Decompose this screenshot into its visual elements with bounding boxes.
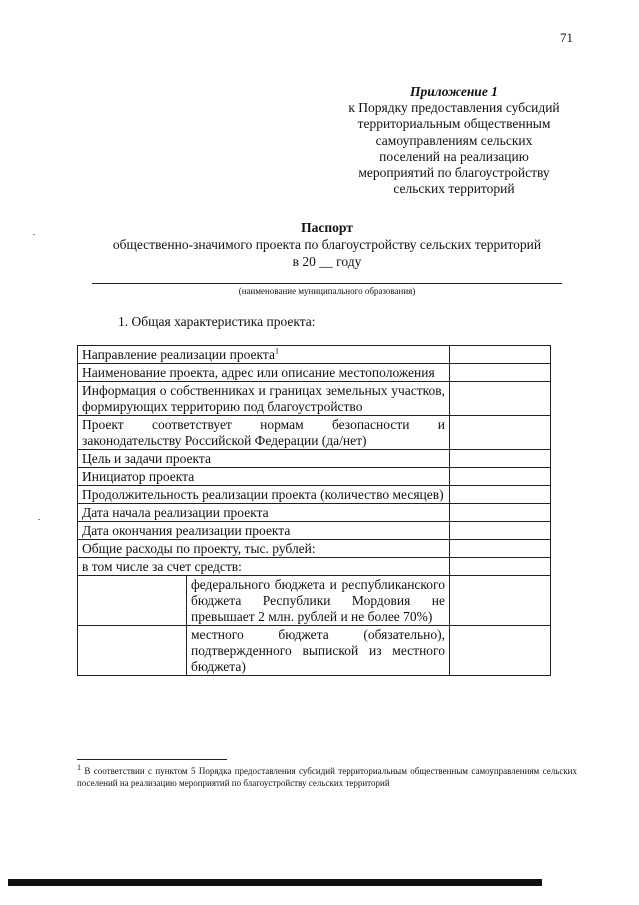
scan-speck — [33, 234, 35, 235]
appendix-line: к Порядку предоставления субсидий — [348, 100, 560, 116]
table-row — [78, 382, 551, 416]
appendix-title: Приложение 1 — [410, 84, 498, 99]
row-label: Общие расходы по проекту, тыс. рублей: — [78, 540, 450, 558]
subrow-label: федерального бюджета и республиканского бюджета Республики Мордовия не превышает 2 млн. рублей и не более 70%) — [187, 576, 450, 626]
row-label: Инициатор проекта — [78, 468, 450, 486]
row-value-cell — [450, 416, 551, 450]
row-label: Информация о собственниках и границах земельных участков, формирующих территорию под благоустройство — [78, 382, 450, 416]
row-value-cell — [450, 364, 551, 382]
table-row — [78, 504, 551, 522]
row-label: Дата окончания реализации проекта — [78, 522, 450, 540]
table-row — [78, 468, 551, 486]
scan-edge-bar — [8, 879, 542, 886]
project-characteristics-table — [77, 345, 551, 676]
page-number: 71 — [560, 30, 573, 45]
appendix-line: сельских территорий — [393, 181, 515, 197]
footnote-ref: 1 — [274, 346, 279, 356]
table-row — [78, 522, 551, 540]
table-subrow — [78, 626, 551, 676]
indent-cell — [78, 576, 187, 626]
row-label: Наименование проекта, адрес или описание местоположения — [78, 364, 450, 382]
table-row — [78, 486, 551, 504]
scan-speck — [38, 519, 40, 520]
footnote-text: В соответствии с пунктом 5 Порядка предоставления субсидий территориальным общественным самоуправлениям сельских поселений на реализацию мероприятий по благоустройству сельских территорий — [77, 766, 577, 788]
table-row — [78, 364, 551, 382]
appendix-line: поселений на реализацию — [379, 148, 529, 164]
row-value-cell — [450, 450, 551, 468]
table-row — [78, 346, 551, 364]
appendix-header — [300, 84, 608, 197]
table-row — [78, 540, 551, 558]
row-label: Дата начала реализации проекта — [78, 504, 450, 522]
passport-title: Паспорт — [301, 220, 353, 235]
table-row — [78, 558, 551, 576]
row-value-cell — [450, 626, 551, 676]
footnote-marker: 1 — [77, 763, 81, 772]
footnote — [77, 763, 577, 789]
table-row — [78, 416, 551, 450]
row-value-cell — [450, 486, 551, 504]
row-label: Проект соответствует нормам безопасности и законодательству Российской Федерации (да/нет) — [78, 416, 450, 450]
table-subrow — [78, 576, 551, 626]
row-value-cell — [450, 576, 551, 626]
passport-year-line: в 20 __ году — [292, 254, 362, 269]
passport-heading — [60, 219, 594, 270]
municipality-caption: (наименование муниципального образования) — [238, 286, 416, 296]
row-value-cell — [450, 504, 551, 522]
passport-subtitle: общественно-значимого проекта по благоустройству сельских территорий — [112, 237, 542, 252]
appendix-line: самоуправлениям сельских — [375, 132, 533, 148]
indent-cell — [78, 626, 187, 676]
row-value-cell — [450, 540, 551, 558]
row-value-cell — [450, 558, 551, 576]
row-value-cell — [450, 346, 551, 364]
row-label: в том числе за счет средств: — [78, 558, 450, 576]
row-value-cell — [450, 468, 551, 486]
row-value-cell — [450, 382, 551, 416]
row-label: Направление реализации проекта$^1$ — [78, 346, 450, 364]
row-label: Продолжительность реализации проекта (количество месяцев) — [78, 486, 450, 504]
row-label: Цель и задачи проекта — [78, 450, 450, 468]
footnote-separator — [77, 759, 227, 760]
municipality-fill-line — [92, 283, 562, 284]
section-title: 1. Общая характеристика проекта: — [118, 314, 316, 329]
appendix-line: мероприятий по благоустройству — [358, 165, 550, 181]
table-row — [78, 450, 551, 468]
subrow-label: местного бюджета (обязательно), подтвержденного выпиской из местного бюджета) — [187, 626, 450, 676]
row-value-cell — [450, 522, 551, 540]
appendix-line: территориальным общественным — [357, 116, 551, 132]
